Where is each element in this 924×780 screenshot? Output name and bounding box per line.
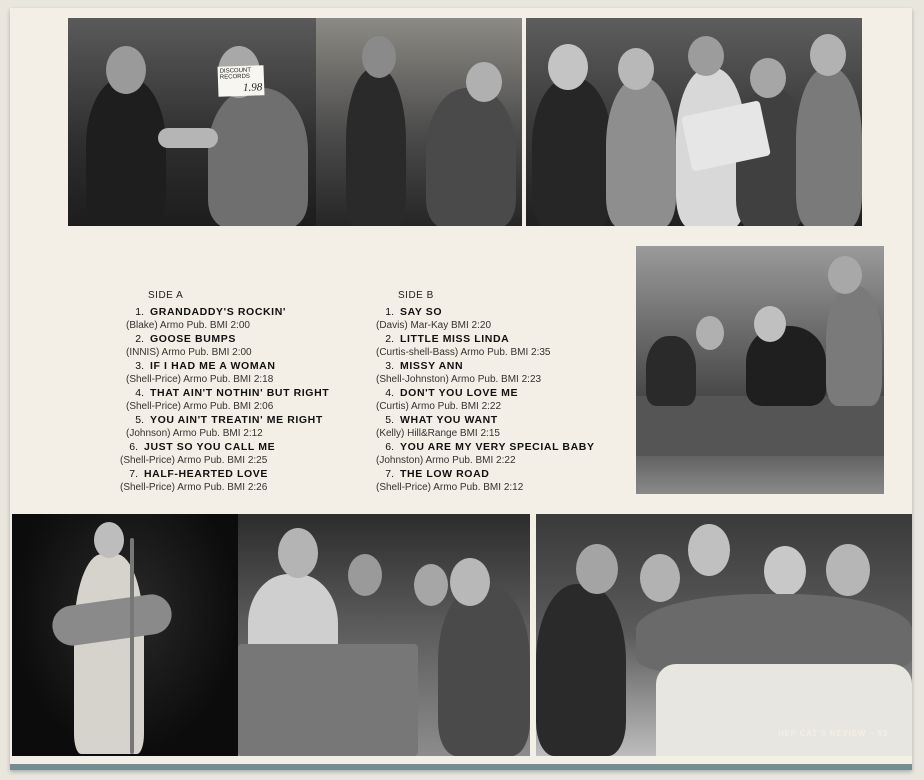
track-credit: (Curtis-shell-Bass) Armo Pub. BMI 2:35 [376,347,551,358]
track-title: YOU ARE MY VERY SPECIAL BABY [400,441,595,453]
track-listing [68,240,640,518]
track-number: 2. [135,333,144,345]
track-credit: (Johnston) Armo Pub. BMI 2:22 [376,455,516,466]
track-number: 4. [385,387,394,399]
track-number: 3. [135,360,144,372]
track-credit: (Blake) Armo Pub. BMI 2:00 [126,320,250,331]
track-item [376,414,500,439]
photo-top-right [526,18,862,226]
photo-middle-right [636,246,884,494]
track-title: LITTLE MISS LINDA [400,333,510,345]
track-title: THAT AIN'T NOTHIN' BUT RIGHT [150,387,330,399]
track-item [376,387,518,412]
track-item [126,387,329,412]
track-number: 1. [385,306,394,318]
catalog-number: HEP CAT'S REVIEW – 53 [778,729,888,738]
photo-top-left [68,18,320,226]
track-item [376,360,541,385]
track-title: GRANDADDY'S ROCKIN' [150,306,286,318]
track-title: DON'T YOU LOVE ME [400,387,519,399]
photo-bottom-left [12,514,240,756]
track-title: JUST SO YOU CALL ME [144,441,276,453]
side-a-heading: SIDE A [148,290,184,301]
track-title: MISSY ANN [400,360,464,372]
track-number: 6. [385,441,394,453]
track-number: 6. [129,441,138,453]
track-item [376,441,595,466]
track-number: 3. [385,360,394,372]
track-title: SAY SO [400,306,443,318]
track-credit: (Curtis) Armo Pub. BMI 2:22 [376,401,502,412]
track-number: 7. [385,468,394,480]
photo-bottom-middle [238,514,530,756]
track-number: 2. [385,333,394,345]
track-title: WHAT YOU WANT [400,414,498,426]
track-title: IF I HAD ME A WOMAN [150,360,276,372]
track-number: 5. [135,414,144,426]
track-number: 1. [135,306,144,318]
track-item [376,306,491,331]
track-credit: (Davis) Mar-Kay BMI 2:20 [376,320,492,331]
photo-bottom-right [536,514,912,756]
price-tag-label: DISCOUNT RECORDS [219,67,251,81]
track-number: 4. [135,387,144,399]
track-item [376,468,523,493]
track-credit: (INNIS) Armo Pub. BMI 2:00 [126,347,252,358]
track-credit: (Shell-Johnston) Armo Pub. BMI 2:23 [376,374,542,385]
track-credit: (Johnson) Armo Pub. BMI 2:12 [126,428,263,439]
track-credit: (Shell-Price) Armo Pub. BMI 2:26 [120,482,268,493]
album-back-cover [10,8,912,770]
track-item [126,414,323,439]
price-tag [217,65,264,97]
track-item [126,360,276,385]
price-tag-price: 1.98 [242,81,263,94]
track-item [376,333,551,358]
track-credit: (Shell-Price) Armo Pub. BMI 2:12 [376,482,524,493]
track-credit: (Kelly) Hill&Range BMI 2:15 [376,428,500,439]
track-number: 7. [129,468,138,480]
side-b-heading: SIDE B [398,290,434,301]
track-title: GOOSE BUMPS [150,333,236,345]
track-item [126,306,286,331]
track-item [120,468,268,493]
track-title: HALF-HEARTED LOVE [144,468,268,480]
track-credit: (Shell-Price) Armo Pub. BMI 2:25 [120,455,268,466]
track-credit: (Shell-Price) Armo Pub. BMI 2:18 [126,374,274,385]
track-title: THE LOW ROAD [400,468,490,480]
track-number: 5. [385,414,394,426]
track-title: YOU AIN'T TREATIN' ME RIGHT [150,414,323,426]
photo-top-middle [316,18,522,226]
track-item [120,441,275,466]
track-credit: (Shell-Price) Armo Pub. BMI 2:06 [126,401,274,412]
track-item [126,333,252,358]
